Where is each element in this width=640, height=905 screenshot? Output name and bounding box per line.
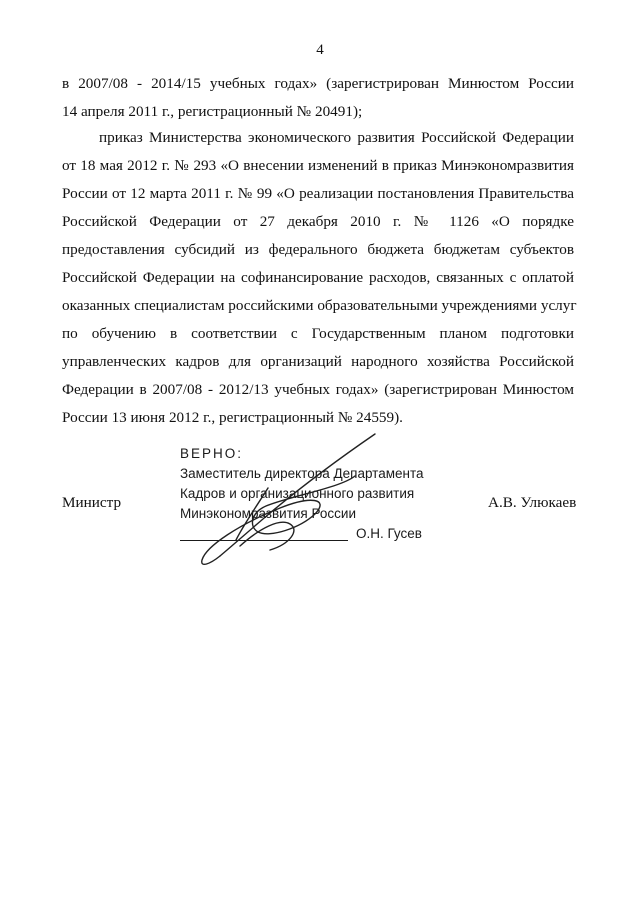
paragraph-continuation (62, 70, 574, 126)
approval-position-line: Кадров и организационного развития (180, 486, 415, 501)
text-line: в 2007/08 - 2014/15 учебных годах» (зарегистрирован Минюстом России (62, 75, 574, 92)
text-line: приказ Министерства экономического развития Российской Федерации (99, 129, 574, 146)
text-line: от 18 мая 2012 г. № 293 «О внесении изменений в приказ Минэкономразвития (62, 157, 574, 174)
text-line: России от 12 марта 2011 г. № 99 «О реализации постановления Правительства (62, 185, 574, 202)
signatory-title: Министр (62, 494, 122, 511)
text-line: России 13 июня 2012 г., регистрационный № 24559). (62, 409, 403, 426)
text-line: Российской Федерации от 27 декабря 2010 г. № 1126 «О порядке (62, 213, 574, 230)
approval-position-line: Заместитель директора Департамента (180, 466, 424, 481)
approval-signer: О.Н. Гусев (356, 526, 422, 541)
handwritten-signature (140, 428, 400, 578)
text-line: оказанных специалистам российскими образовательными учреждениями услуг (62, 297, 577, 314)
page-number: 4 (316, 42, 324, 58)
text-line: предоставления субсидий из федерального бюджета бюджетам субъектов (62, 241, 574, 258)
paragraph-order (62, 124, 577, 432)
approval-heading: ВЕРНО: (180, 446, 244, 461)
text-line: управленческих кадров для организаций народного хозяйства Российской (62, 353, 574, 370)
text-line: Российской Федерации на софинансирование расходов, связанных с оплатой (62, 269, 574, 286)
signatory-name: А.В. Улюкаев (488, 494, 577, 511)
text-line: по обучению в соответствии с Государственным планом подготовки (62, 325, 574, 342)
text-line: Федерации в 2007/08 - 2012/13 учебных годах» (зарегистрирован Минюстом (62, 381, 574, 398)
approval-position-line: Минэкономразвития России (180, 506, 356, 521)
text-line: 14 апреля 2011 г., регистрационный № 20491); (62, 103, 363, 120)
